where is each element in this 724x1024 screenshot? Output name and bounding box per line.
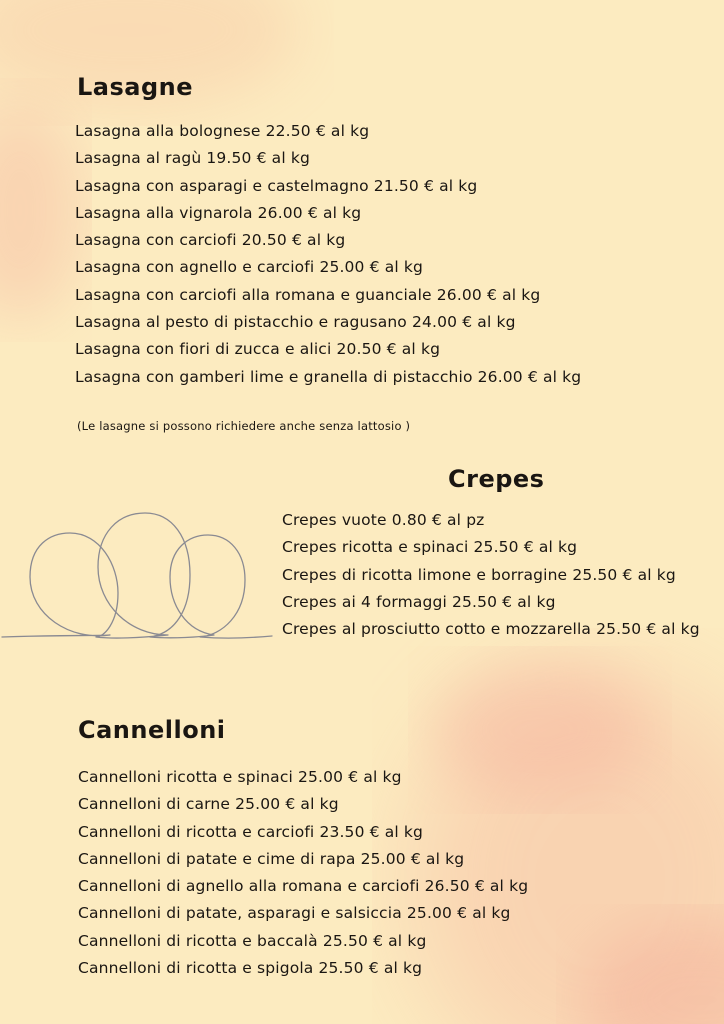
list-item: Cannelloni di patate, asparagi e salsiccia 25.00 € al kg [78, 904, 511, 923]
list-item: Cannelloni di agnello alla romana e carciofi 26.50 € al kg [78, 877, 529, 896]
list-item: Cannelloni di ricotta e carciofi 23.50 € al kg [78, 822, 424, 841]
section-title-crepes: Crepes [448, 465, 545, 493]
list-item: Crepes al prosciutto cotto e mozzarella 25.50 € al kg [282, 620, 700, 639]
section-title-cannelloni: Cannelloni [78, 716, 226, 744]
list-item: Cannelloni di patate e cime di rapa 25.00 € al kg [78, 849, 465, 868]
list-item: Crepes ricotta e spinaci 25.50 € al kg [282, 538, 578, 557]
list-item: Lasagna al ragù 19.50 € al kg [75, 149, 310, 168]
list-item: Cannelloni ricotta e spinaci 25.00 € al kg [78, 768, 402, 786]
loop-line-doodle [0, 505, 280, 645]
lasagne-list [75, 118, 581, 391]
list-item: Lasagna con agnello e carciofi 25.00 € al kg [75, 258, 424, 277]
list-item: Lasagna con fiori di zucca e alici 20.50 € al kg [75, 340, 441, 359]
cannelloni-list [78, 764, 528, 982]
list-item: Cannelloni di carne 25.00 € al kg [78, 795, 339, 814]
crepes-list [282, 507, 700, 643]
list-item: Crepes di ricotta limone e borragine 25.50 € al kg [282, 565, 676, 584]
list-item: Lasagna con carciofi 20.50 € al kg [75, 231, 346, 250]
lactose-free-note: (Le lasagne si possono richiedere anche senza lattosio ) [77, 419, 411, 433]
list-item: Cannelloni di ricotta e baccalà 25.50 € al kg [78, 931, 427, 950]
section-title-lasagne: Lasagne [77, 73, 194, 101]
list-item: Cannelloni di ricotta e spigola 25.50 € al kg [78, 959, 423, 978]
list-item: Crepes ai 4 formaggi 25.50 € al kg [282, 592, 556, 611]
list-item: Lasagna con gamberi lime e granella di pistacchio 26.00 € al kg [75, 367, 582, 386]
list-item: Crepes vuote 0.80 € al pz [282, 511, 485, 529]
list-item: Lasagna con carciofi alla romana e guanciale 26.00 € al kg [75, 285, 541, 304]
list-item: Lasagna con asparagi e castelmagno 21.50 € al kg [75, 176, 478, 195]
list-item: Lasagna alla vignarola 26.00 € al kg [75, 203, 362, 222]
list-item: Lasagna alla bolognese 22.50 € al kg [75, 122, 370, 140]
list-item: Lasagna al pesto di pistacchio e ragusano 24.00 € al kg [75, 313, 516, 332]
